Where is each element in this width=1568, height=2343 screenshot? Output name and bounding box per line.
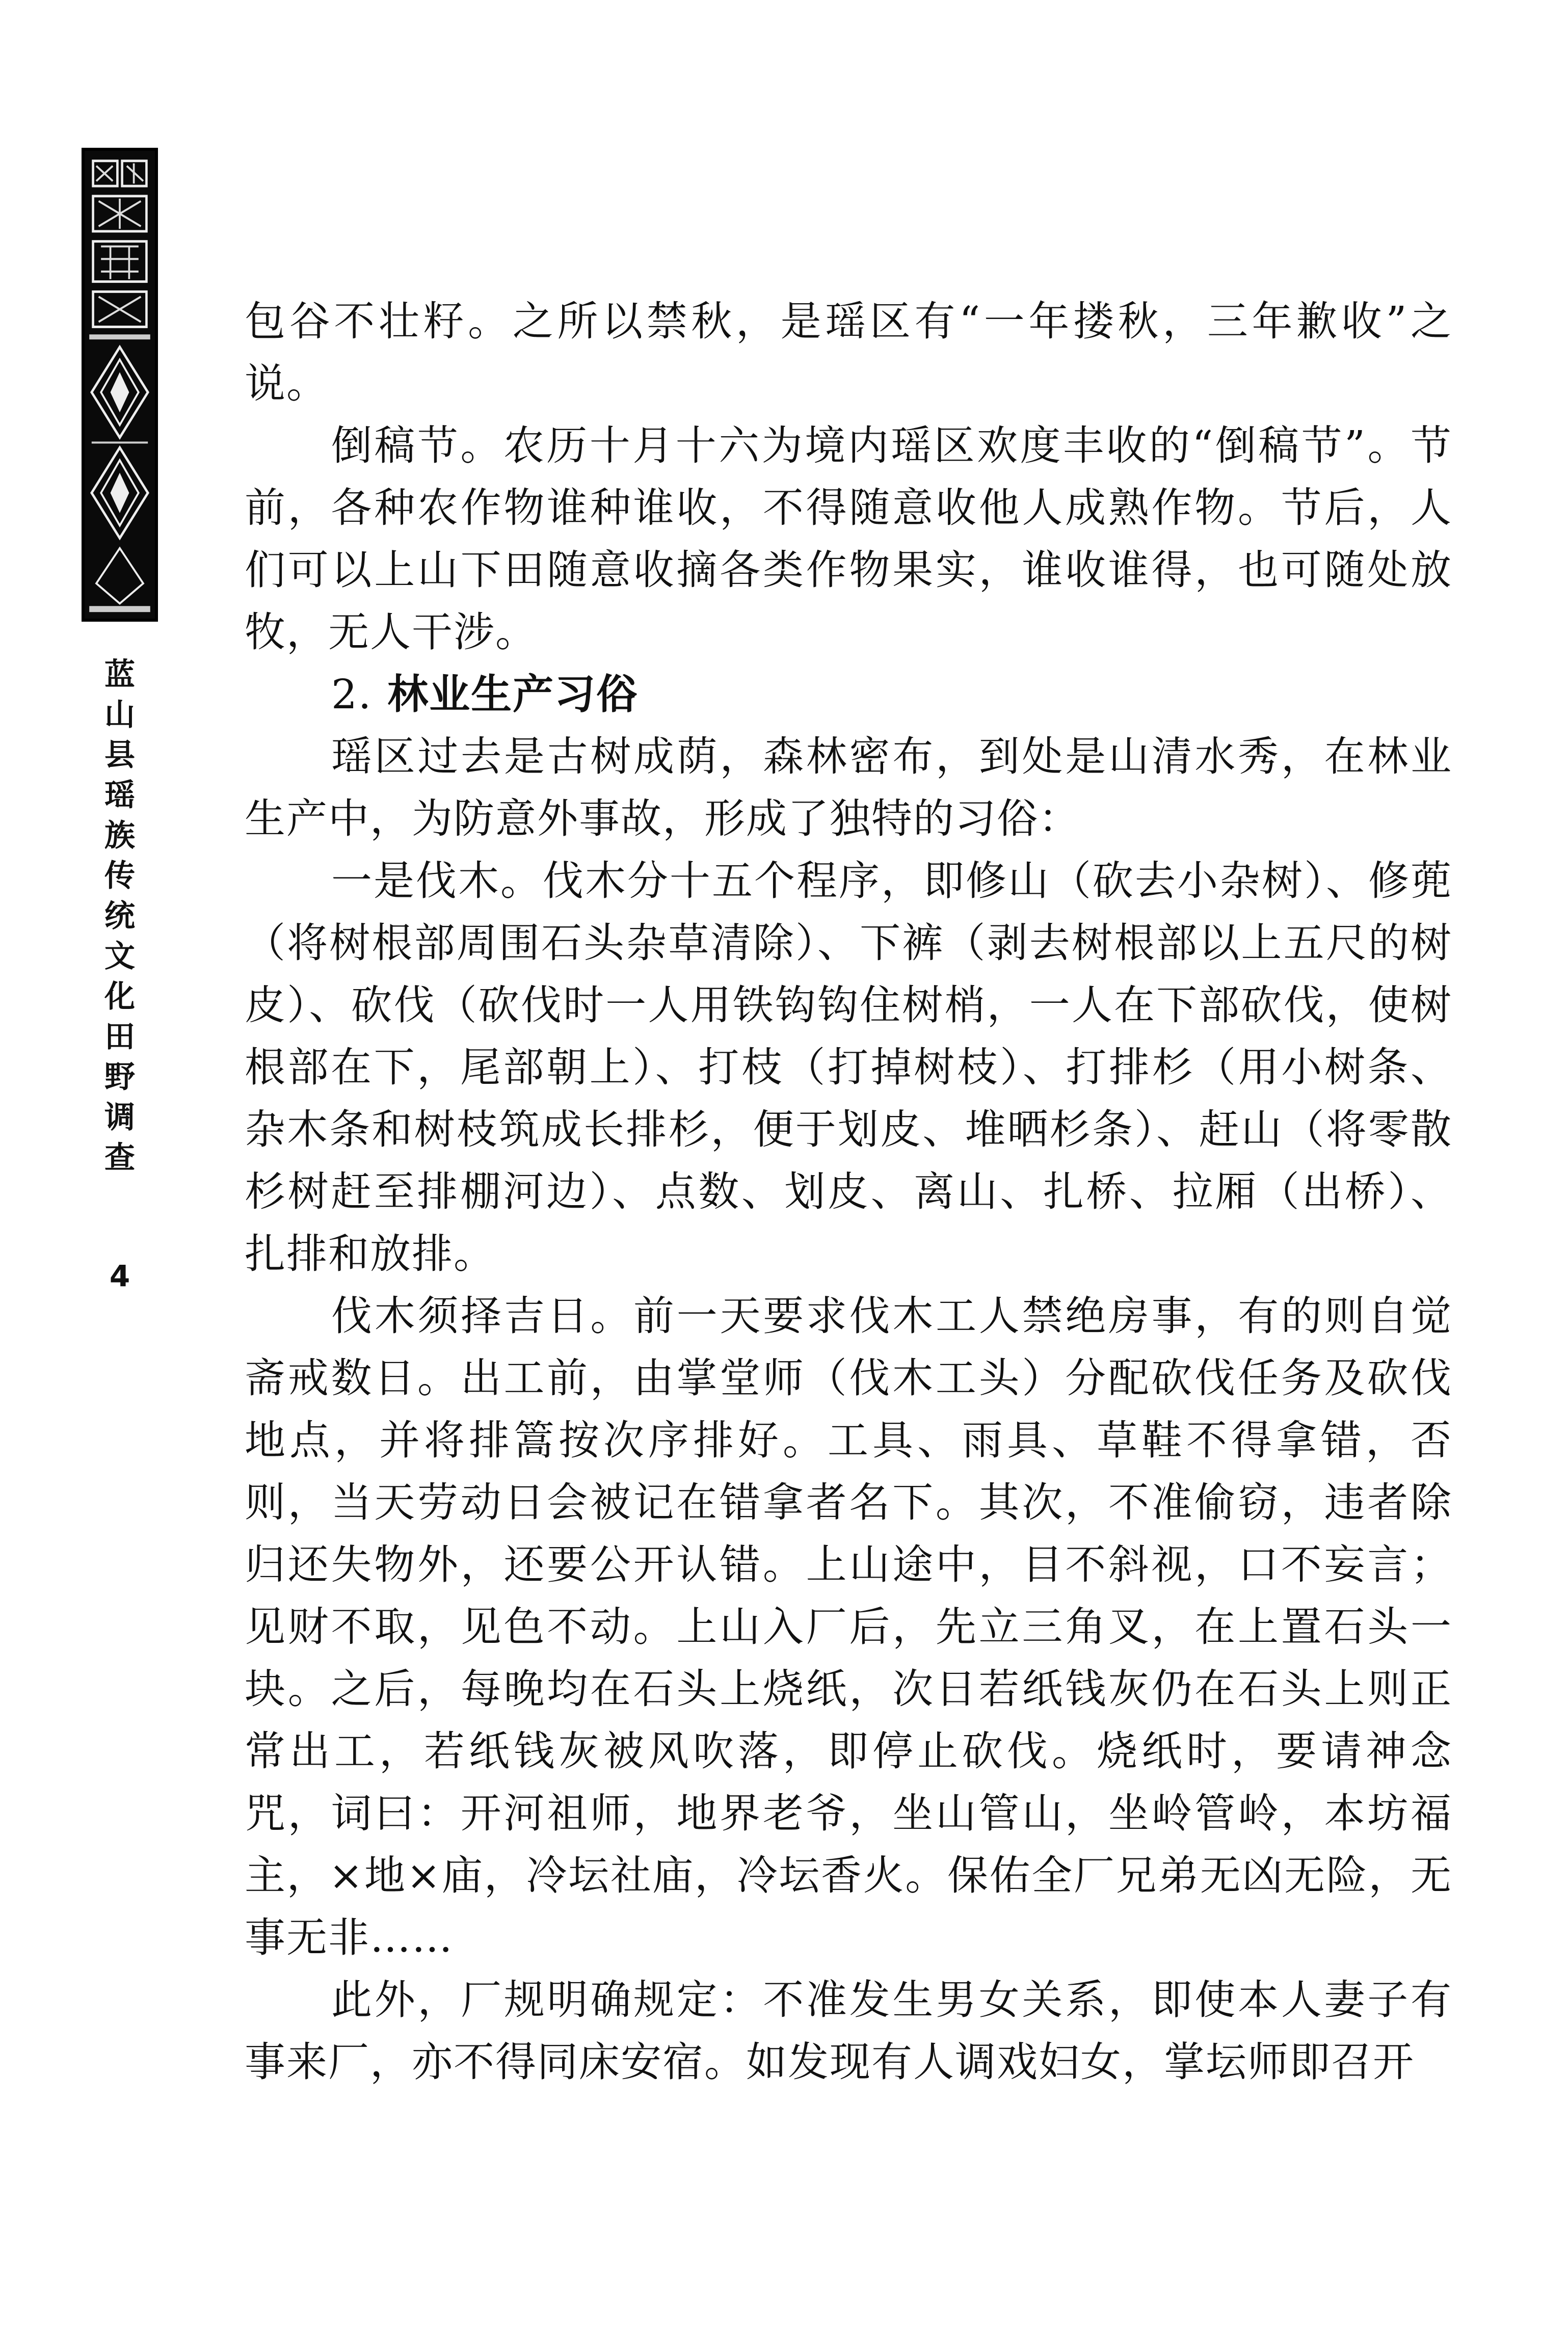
paragraph: 一是伐木。伐木分十五个程序，即修山（砍去小杂树）、修蔸（将树根部周围石头杂草清除）、下裤（剥去树根部以上五尺的树皮）、砍伐（砍伐时一人用铁钩钩住树梢，一人在下部砍伐，使树根部在下，尾部朝上）、打枝（打掉树枝）、打排杉（用小树条、杂木条和树枝筑成长排杉，便于划皮、堆晒杉条）、赶山（将零散杉树赶至排棚河边）、点数、划皮、离山、扎桥、拉厢（出桥）、扎排和放排。 <box>245 857 1452 1277</box>
book-title-vertical: 蓝山县瑶族传统文化田野调查 <box>104 657 135 1176</box>
paragraph: 倒稿节。农历十月十六为境内瑶区欢度丰收的“倒稿节”。节前，各种农作物谁种谁收，不得随意收他人成熟作物。节后，人们可以上山下田随意收摘各类作物果实，谁收谁得，也可随处放牧，无人干涉。 <box>245 422 1452 656</box>
paragraph: 伐木须择吉日。前一天要求伐木工人禁绝房事，有的则自觉斋戒数日。出工前，由掌堂师（伐木工头）分配砍伐任务及砍伐地点，并将排篙按次序排好。工具、雨具、草鞋不得拿错，否则，当天劳动日会被记在错拿者名下。其次，不准偷窃，违者除归还失物外，还要公开认错。上山途中，目不斜视，口不妄言；见财不取，见色不动。上山入厂后，先立三角叉，在上置石头一块。之后，每晚均在石头上烧纸，次日若纸钱灰仍在石头上则正常出工，若纸钱灰被风吹落，即停止砍伐。烧纸时，要请神念咒，词曰：开河祖师，地界老爷，坐山管山，坐岭管岭，本坊福主，×地×庙，冷坛社庙，冷坛香火。保佑全厂兄弟无凶无险，无事无非…… <box>245 1292 1452 1961</box>
section-title: 林业生产习俗 <box>387 671 639 718</box>
page-number: 4 <box>109 1259 130 1293</box>
decorative-banner <box>82 148 158 622</box>
ornament-pattern-icon <box>85 151 155 619</box>
paragraph: 瑶区过去是古树成荫，森林密布，到处是山清水秀，在林业生产中，为防意外事故，形成了独特的习俗： <box>245 733 1452 842</box>
section-heading <box>245 663 1452 726</box>
section-number: 2. <box>331 671 373 718</box>
paragraph: 包谷不壮籽。之所以禁秋，是瑶区有“一年搂秋，三年歉收”之说。 <box>245 298 1452 407</box>
body-text <box>245 290 1452 2093</box>
paragraph: 此外，厂规明确规定：不准发生男女关系，即使本人妻子有事来厂，亦不得同床安宿。如发现有人调戏妇女，掌坛师即召开 <box>245 1976 1452 2086</box>
